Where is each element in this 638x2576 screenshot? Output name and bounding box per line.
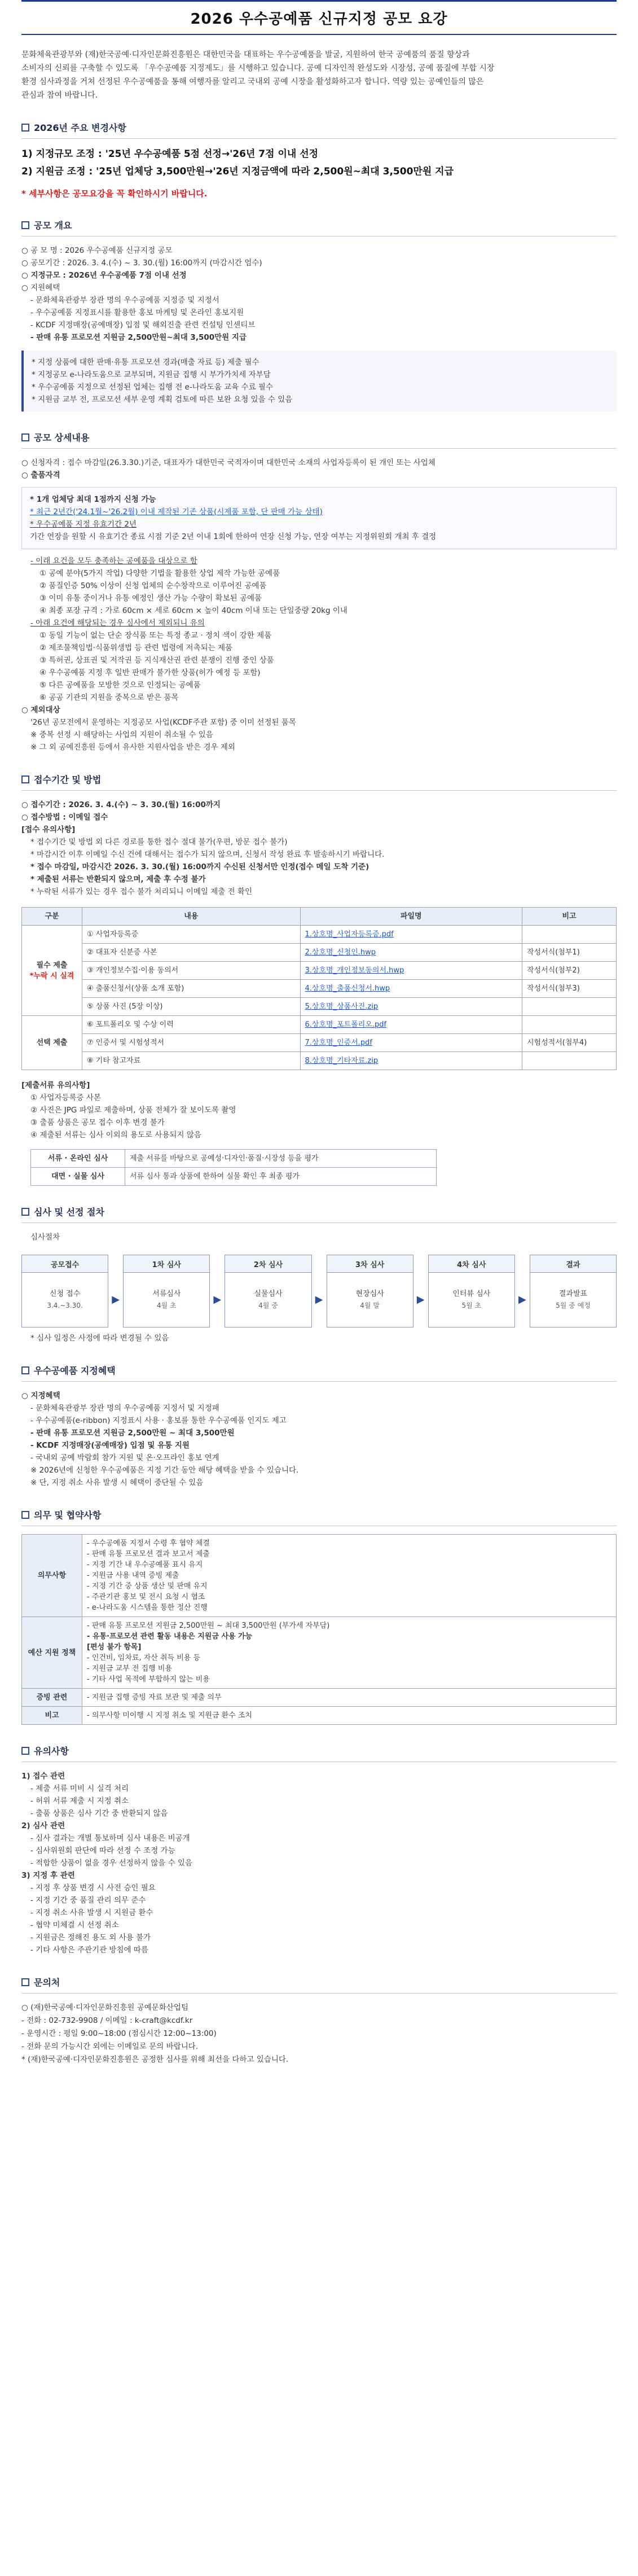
table-cell: ⑥ 포트폴리오 및 수상 이력: [82, 1016, 301, 1034]
square-bullet-icon: [21, 776, 29, 783]
square-bullet-icon: [21, 1511, 29, 1519]
step-date: 4월 말: [360, 1302, 380, 1309]
details-line: * 1개 업체당 최대 1점까지 신청 가능: [30, 495, 156, 504]
details-line: ⑤ 다른 공예품을 모방한 것으로 인정되는 공예품: [39, 681, 201, 690]
details-line: ③ 특허권, 상표권 및 저작권 등 지식재산권 관련 분쟁이 진행 중인 상품: [39, 656, 274, 665]
table-cell: ② 대표자 신분증 사본: [82, 944, 301, 962]
filename-link[interactable]: 6.상호명_포트폴리오.pdf: [300, 1016, 522, 1034]
section-heading: [21, 1744, 617, 1762]
contact-line: - 전화 : 02-732-9908 / 이메일 : k-craft@kcdf.kr: [21, 2016, 193, 2025]
table-cell: [82, 1535, 617, 1617]
arrow-right-icon: ▶: [416, 1294, 425, 1305]
evaluation-table: [30, 1149, 437, 1186]
details-line: '26년 공모전에서 운영하는 지정공모 사업(KCDF주관 포함) 중 이미 선정된 품목: [30, 718, 296, 727]
table-row: [31, 1150, 437, 1168]
details-line: ⑥ 공공 기관의 지원을 중복으로 받은 품목: [39, 693, 179, 702]
table-cell: ⑤ 상품 사진 (5장 이상): [82, 998, 301, 1016]
caution-line: - 심사위원회 판단에 따라 선정 수 조정 가능: [30, 1846, 175, 1855]
section-support: [21, 1364, 617, 1489]
overview-line: - 문화체육관광부 장관 명의 우수공예품 지정증 및 지정서: [30, 296, 219, 305]
details-line: ② 제조물책임법·식품위생법 등 관련 법령에 저촉되는 제품: [39, 643, 233, 652]
overview-line: ○ 지원혜택: [21, 283, 60, 292]
cell-line: - 유통·프로모션 관련 활동 내용은 지원금 사용 가능: [87, 1632, 253, 1641]
apply-note: ① 사업자등록증 사본: [30, 1093, 102, 1102]
step-head: 결과: [530, 1255, 617, 1272]
process-step: [123, 1255, 210, 1328]
section-caution: [21, 1744, 617, 1956]
cell-line: - e-나라도움 시스템을 통한 정산 진행: [87, 1604, 208, 1612]
table-header: 구분: [22, 908, 82, 926]
row-label: 증빙 관련: [22, 1689, 82, 1707]
intro-line: 소비자의 신뢰를 구축할 수 있도록 「우수공예품 지정제도」를 시행하고 있습니다. 공예 디자인적 완성도와 시장성, 공예 품질에 부합 시장: [21, 64, 495, 73]
table-header-row: [22, 908, 617, 926]
square-bullet-icon: [21, 433, 29, 441]
cell-line: - 지원금 교부 전 집행 비용: [87, 1664, 172, 1673]
row-label: 비고: [22, 1707, 82, 1725]
section-process: [21, 1205, 617, 1344]
section-heading: [21, 1205, 617, 1223]
cell-line: - 지원금 집행 증빙 자료 보관 및 제출 의무: [87, 1693, 222, 1702]
page-title: 2026 우수공예품 신규지정 공모 요강: [190, 11, 448, 28]
caution-line: - 심사 결과는 개별 통보하며 심사 내용은 비공개: [30, 1834, 190, 1843]
arrow-right-icon: ▶: [518, 1294, 526, 1305]
table-header: 내용: [82, 908, 301, 926]
intro-line: 환경 심사과정을 거쳐 선정된 우수공예품을 통해 여행자를 알리고 국내외 공예 시장을 활성화하고자 합니다. 역량 있는 공예인들의 많은: [21, 77, 484, 86]
details-line: * 최근 2년간('24.1월~'26.2월) 이내 제작된 기존 상품(시제품 포함, 단 판매 가능 상태): [30, 507, 323, 516]
overview-note: * 우수공예품 지정으로 선정된 업체는 집행 전 e-나라도움 교육 수료 필수: [32, 383, 273, 392]
apply-line: ○ 접수방법 : 이메일 접수: [21, 813, 108, 822]
caution-line: - 기타 사항은 주관기관 방침에 따름: [30, 1946, 148, 1955]
row-label: 의무사항: [22, 1535, 82, 1617]
section-title: 2026년 주요 변경사항: [34, 122, 126, 133]
caution-line: - 지원금은 정해진 용도 외 사용 불가: [30, 1933, 151, 1942]
intro-line: 관심과 참여 바랍니다.: [21, 91, 98, 100]
overview-note: * 지원금 교부 전, 프로모션 세부 운영 계획 검토에 따른 보완 요청 있을 수 있음: [32, 395, 293, 404]
table-cell: [522, 1016, 617, 1034]
cell-line: - 판매 유통 프로모션 결과 보고서 제출: [87, 1550, 210, 1558]
cell-line: - 기타 사업 목적에 부합하지 않는 비용: [87, 1675, 210, 1684]
overview-note: * 지정 상품에 대한 판매·유통 프로모션 경과(매출 자료 등) 제출 필수: [32, 358, 259, 367]
duty-table: [21, 1534, 617, 1725]
table-cell: [522, 926, 617, 944]
section-title: 접수기간 및 방법: [34, 774, 102, 785]
section-heading: [21, 773, 617, 791]
section-heading: [21, 121, 617, 139]
table-row: [22, 1707, 617, 1725]
support-list: [21, 1390, 617, 1489]
support-line: - 국내외 공예 박람회 참가 지원 및 온·오프라인 홍보 연계: [30, 1453, 219, 1462]
table-cell: 작성서식(첨부1): [522, 944, 617, 962]
section-heading: [21, 1508, 617, 1526]
square-bullet-icon: [21, 1978, 29, 1986]
document-table: [21, 907, 617, 1070]
caution-line: - 허위 서류 제출 시 지정 취소: [30, 1797, 129, 1806]
section-title: 의무 및 협약사항: [34, 1510, 102, 1521]
caution-line: - 제출 서류 미비 시 실격 처리: [30, 1784, 129, 1793]
apply-line: * 마감시간 이후 이메일 수신 건에 대해서는 접수가 되지 않으며, 신청서 작성 완료 후 발송하시기 바랍니다.: [30, 850, 385, 859]
details-line: ③ 이미 유통 중이거나 유통 예정인 생산 가능 수량이 확보된 공예품: [39, 594, 262, 603]
overview-note: * 지정공모 e-나라도움으로 교부되며, 지원금 집행 시 부가가치세 자부담: [32, 370, 271, 379]
section-contact: [21, 1975, 617, 2066]
table-cell: ⑦ 인증서 및 시험성적서: [82, 1034, 301, 1052]
filename-link[interactable]: 2.상호명_신청인.hwp: [300, 944, 522, 962]
step-body: [530, 1272, 617, 1328]
process-flow: [21, 1255, 617, 1328]
step-name: 서류심사: [152, 1290, 181, 1298]
cell-line: - 판매 유통 프로모션 지원금 2,500만원 ~ 최대 3,500만원 (부가세 자부담): [87, 1622, 330, 1630]
step-body: [21, 1272, 108, 1328]
step-name: 현장심사: [355, 1290, 384, 1298]
process-step: [428, 1255, 515, 1328]
changes-list: [21, 147, 617, 179]
table-header: 비고: [522, 908, 617, 926]
apply-notes: [21, 1079, 617, 1141]
filename-link[interactable]: 8.상호명_기타자료.zip: [300, 1052, 522, 1070]
apply-line: * 누락된 서류가 있는 경우 접수 불가 처리되니 이메일 제출 전 확인: [30, 887, 253, 896]
overview-line: - 우수공예품 지정표시를 활용한 홍보 마케팅 및 온라인 홍보지원: [30, 308, 244, 317]
caution-line: 1) 접수 관련: [21, 1772, 65, 1781]
step-body: [225, 1272, 311, 1328]
header-bottom-rule: [21, 34, 617, 35]
caution-line: - 출품 상품은 심사 기간 중 반환되지 않음: [30, 1809, 168, 1818]
intro-line: 문화체육관광부와 (재)한국공예·디자인문화진흥원은 대한민국을 대표하는 우수공예품을 발굴, 지원하여 한국 공예품의 품질 향상과: [21, 50, 470, 59]
section-heading: [21, 1364, 617, 1382]
overview-line: ○ 공모기간 : 2026. 3. 4.(수) ~ 3. 30.(월) 16:00까지 (마감시간 엄수): [21, 259, 262, 268]
table-row: [22, 1617, 617, 1689]
step-head: 1차 심사: [123, 1255, 210, 1272]
apply-line: * 접수 마감일, 마감시간 2026. 3. 30.(월) 16:00까지 수신된 신청서만 인정(접수 메일 도착 기준): [30, 862, 369, 871]
table-cell: [82, 1707, 617, 1725]
change-item: 2) 지원금 조정 : '25년 업체당 3,500만원→'26년 지정금액에 따라 2,500원~최대 3,500만원 지급: [21, 166, 454, 177]
step-date: 3.4.~3.30.: [47, 1302, 83, 1309]
caution-line: - 적합한 상품이 없을 경우 선정하지 않을 수 있음: [30, 1859, 192, 1868]
caution-line: 3) 지정 후 관련: [21, 1871, 75, 1880]
step-head: 4차 심사: [428, 1255, 515, 1272]
apply-list: [21, 799, 617, 898]
table-row: [22, 1689, 617, 1707]
table-cell: 제출 서류를 바탕으로 공예성·디자인·품질·시장성 등을 평가: [125, 1150, 437, 1168]
support-line: - 문화체육관광부 장관 명의 우수공예품 지정서 및 지정패: [30, 1404, 219, 1413]
caution-line: - 지정 후 상품 변경 시 사전 승인 필요: [30, 1883, 156, 1892]
section-title: 심사 및 선정 절차: [34, 1207, 104, 1217]
square-bullet-icon: [21, 124, 29, 132]
cell-line: - 지정 기간 내 우수공예품 표시 유지: [87, 1561, 203, 1569]
process-step: [530, 1255, 617, 1328]
cell-line: - 의무사항 미이행 시 지정 취소 및 지원금 환수 조치: [87, 1711, 253, 1720]
table-cell: 작성서식(첨부3): [522, 980, 617, 998]
details-line: ④ 우수공예품 지정 후 일반 판매가 불가한 상품(허가 예정 등 포함): [39, 668, 261, 677]
table-cell: 시험성적서(첨부4): [522, 1034, 617, 1052]
details-line: ※ 그 외 공예진흥원 등에서 유사한 지원사업을 받은 경우 제외: [30, 743, 235, 752]
step-date: 5월 초: [461, 1302, 482, 1309]
overview-notes: [21, 351, 617, 411]
changes-note: * 세부사항은 공모요강을 꼭 확인하시기 바랍니다.: [21, 189, 208, 199]
step-date: 5월 중 예정: [556, 1302, 591, 1309]
contact-line: - 운영시간 : 평일 9:00~18:00 (점심시간 12:00~13:00): [21, 2029, 217, 2038]
overview-line: - KCDF 지정매장(공예매장) 입점 및 해외진출 관련 컨설팅 인센티브: [30, 321, 256, 330]
apply-line: ○ 접수기간 : 2026. 3. 4.(수) ~ 3. 30.(월) 16:00까지: [21, 800, 221, 809]
caution-line: 2) 심사 관련: [21, 1821, 65, 1830]
overview-line: - 판매 유통 프로모션 지원금 2,500만원~최대 3,500만원 지급: [30, 333, 247, 342]
filename-link[interactable]: 5.상호명_상품사진.zip: [300, 998, 522, 1016]
cell-line: - 지정 기간 중 상품 생산 및 판매 유지: [87, 1582, 208, 1591]
details-line: ① 동일 기능이 없는 단순 장식품 또는 특정 종교 · 정치 색이 강한 제품: [39, 631, 272, 640]
details-line: - 이래 요건을 모두 충족하는 공예품을 대상으로 함: [30, 557, 197, 566]
table-cell: 대면 · 실물 심사: [31, 1168, 125, 1186]
table-row: [22, 998, 617, 1016]
table-row: [22, 1535, 617, 1617]
step-date: 4월 중: [258, 1302, 278, 1309]
table-cell: ④ 출품신청서(상품 소개 포함): [82, 980, 301, 998]
cell-line: [편성 불가 항목]: [87, 1643, 142, 1651]
process-step: [225, 1255, 311, 1328]
table-row: [22, 1016, 617, 1034]
table-cell: 서류 · 온라인 심사: [31, 1150, 125, 1168]
step-name: 실물심사: [254, 1290, 283, 1298]
cell-line: - 지원금 사용 내역 증빙 제출: [87, 1571, 179, 1580]
step-date: 4월 초: [156, 1302, 177, 1309]
support-line: - 판매 유통 프로모션 지원금 2,500만원 ~ 최대 3,500만원: [30, 1429, 235, 1438]
details-line: 기간 연장을 원할 시 유효기간 종료 시점 기준 2년 이내 1회에 한하여 연장 신청 가능, 연장 여부는 지정위원회 개최 후 결정: [30, 532, 437, 541]
table-row: [22, 944, 617, 962]
step-head: 3차 심사: [327, 1255, 413, 1272]
section-details: [21, 431, 617, 753]
details-line: ④ 최종 포장 규격 : 가로 60cm × 세로 60cm × 높이 40cm 이내 또는 단일중량 20kg 이내: [39, 606, 347, 615]
table-cell: [522, 1052, 617, 1070]
apply-note: ② 사진은 JPG 파일로 제출하며, 상품 전체가 잘 보이도록 촬영: [30, 1106, 236, 1115]
table-cell: 작성서식(첨부2): [522, 962, 617, 980]
table-cell: 서류 심사 통과 상품에 한하여 실물 확인 후 최종 평가: [125, 1168, 437, 1186]
table-cell: [82, 1689, 617, 1707]
section-apply: [21, 773, 617, 1186]
process-note: * 심사 일정은 사정에 따라 변경될 수 있음: [30, 1334, 169, 1343]
apply-line: * 제출된 서류는 반환되지 않으며, 제출 후 수정 불가: [30, 875, 206, 884]
apply-note: ③ 출품 상품은 공모 접수 이후 변경 불가: [30, 1118, 165, 1127]
step-name: 결과발표: [558, 1290, 588, 1298]
table-header: 파일명: [300, 908, 522, 926]
details-line: ※ 중복 선정 시 해당하는 사업의 지원이 취소될 수 있음: [30, 730, 213, 739]
section-changes: [21, 121, 617, 199]
table-cell: [522, 998, 617, 1016]
arrow-right-icon: ▶: [112, 1294, 120, 1305]
row-label: 예산 지원 정책: [22, 1617, 82, 1689]
apply-line: * 접수기간 및 방법 외 다른 경로를 통한 접수 절대 불가(우편, 방문 접수 불가): [30, 838, 288, 847]
details-line: ② 품질인증 50% 이상이 신청 업체의 순수창작으로 이루어진 공예품: [39, 581, 267, 590]
square-bullet-icon: [21, 221, 29, 229]
caution-line: - 지정 기간 중 품질 관리 의무 준수: [30, 1896, 146, 1905]
title-bar: [21, 2, 617, 34]
group-cell: [22, 926, 82, 1016]
cell-line: - 인건비, 임차료, 자산 취득 비용 등: [87, 1654, 201, 1662]
step-body: [327, 1272, 413, 1328]
table-row: [22, 926, 617, 944]
details-line: ○ 출품자격: [21, 471, 60, 480]
overview-line: ○ 지정규모 : 2026년 우수공예품 7점 이내 선정: [21, 271, 187, 280]
table-row: [22, 1034, 617, 1052]
step-head: 공모접수: [21, 1255, 108, 1272]
contact-line: * (재)한국공예·디자인문화진흥원은 공정한 심사를 위해 최선을 다하고 있습니다.: [21, 2055, 289, 2064]
square-bullet-icon: [21, 1366, 29, 1374]
step-name: 신청 접수: [49, 1290, 81, 1298]
section-title: 공모 상세내용: [34, 432, 90, 443]
section-overview: [21, 218, 617, 411]
group-sub-label: *누락 시 실격: [29, 971, 74, 980]
step-body: [123, 1272, 210, 1328]
details-line: ① 공예 분야(5가지 작업) 다양한 기법을 활용한 상업 제작 가능한 공예품: [39, 569, 280, 578]
filename-link[interactable]: 7.상호명_인증서.pdf: [300, 1034, 522, 1052]
details-list: [21, 457, 617, 481]
process-label: 심사절차: [30, 1233, 60, 1242]
caution-line: - 지정 취소 사유 발생 시 지원금 환수: [30, 1908, 153, 1917]
contact-list: [21, 2001, 617, 2066]
group-label: 선택 제출: [36, 1039, 68, 1047]
group-label: 필수 제출: [36, 961, 68, 970]
filename-link[interactable]: 1.상호명_사업자등록증.pdf: [300, 926, 522, 944]
table-row: [22, 980, 617, 998]
section-heading: [21, 218, 617, 236]
table-cell: ⑧ 기타 참고자료: [82, 1052, 301, 1070]
table-row: [31, 1168, 437, 1186]
section-heading: [21, 431, 617, 449]
support-line: ※ 2026년에 신청한 우수공예품은 지정 기간 동안 해당 혜택을 받을 수 있습니다.: [30, 1466, 299, 1475]
details-list-2: [21, 555, 617, 753]
step-body: [428, 1272, 515, 1328]
contact-line: - 전화 문의 가능시간 외에는 이메일로 문의 바랍니다.: [21, 2042, 199, 2051]
section-duty: [21, 1508, 617, 1725]
step-name: 인터뷰 심사: [452, 1290, 491, 1298]
contact-line: ○ (재)한국공예·디자인문화진흥원 공예문화산업팀: [21, 2003, 189, 2012]
arrow-right-icon: ▶: [315, 1294, 323, 1305]
table-row: [22, 1052, 617, 1070]
group-cell: [22, 1016, 82, 1070]
details-line: - 아래 요건에 해당되는 경우 심사에서 제외되니 유의: [30, 619, 205, 628]
process-step: [21, 1255, 108, 1328]
apply-note: ④ 제출된 서류는 심사 이외의 용도로 사용되지 않음: [30, 1131, 201, 1140]
support-line: ※ 단, 지정 취소 사유 발생 시 혜택이 중단될 수 있음: [30, 1478, 204, 1487]
table-cell: ① 사업자등록증: [82, 926, 301, 944]
table-row: [22, 962, 617, 980]
filename-link[interactable]: 4.상호명_출품신청서.hwp: [300, 980, 522, 998]
arrow-right-icon: ▶: [213, 1294, 222, 1305]
apply-line: [접수 유의사항]: [21, 825, 76, 834]
section-title: 공모 개요: [34, 220, 72, 231]
square-bullet-icon: [21, 1747, 29, 1755]
details-line: * 우수공예품 지정 유효기간 2년: [30, 520, 137, 529]
step-head: 2차 심사: [225, 1255, 311, 1272]
details-callout: [21, 487, 617, 549]
cell-line: - 우수공예품 지정서 수령 후 협약 체결: [87, 1539, 210, 1548]
details-line: ○ 신청자격 : 접수 마감일(26.3.30.)기준, 대표자가 대한민국 국적자이며 대한민국 소재의 사업자등록이 된 개인 또는 사업체: [21, 458, 435, 467]
caution-line: - 협약 미체결 시 선정 취소: [30, 1921, 119, 1930]
section-title: 문의처: [34, 1977, 60, 1988]
support-line: ○ 지정혜택: [21, 1391, 60, 1400]
overview-list: [21, 244, 617, 344]
table-cell: ③ 개인정보수집·이용 동의서: [82, 962, 301, 980]
process-step: [327, 1255, 413, 1328]
cell-line: - 주관기관 홍보 및 전시 요청 시 협조: [87, 1593, 205, 1601]
overview-line: ○ 공 모 명 : 2026 우수공예품 신규지정 공모: [21, 246, 173, 255]
support-line: - KCDF 지정매장(공예매장) 입점 및 유통 지원: [30, 1441, 190, 1450]
details-line: ○ 제외대상: [21, 706, 60, 715]
caution-list: [21, 1770, 617, 1956]
section-heading: [21, 1975, 617, 1994]
change-item: 1) 지정규모 조정 : '25년 우수공예품 5점 선정→'26년 7점 이내 선정: [21, 148, 319, 160]
section-title: 우수공예품 지정혜택: [34, 1365, 116, 1376]
section-title: 유의사항: [34, 1746, 69, 1756]
apply-note: [제출서류 유의사항]: [21, 1081, 90, 1090]
intro: [21, 49, 617, 102]
square-bullet-icon: [21, 1208, 29, 1216]
support-line: - 우수공예품(e-ribbon) 지정표시 사용 · 홍보를 통한 우수공예품 인지도 제고: [30, 1416, 287, 1425]
table-cell: [82, 1617, 617, 1689]
filename-link[interactable]: 3.상호명_개인정보동의서.hwp: [300, 962, 522, 980]
